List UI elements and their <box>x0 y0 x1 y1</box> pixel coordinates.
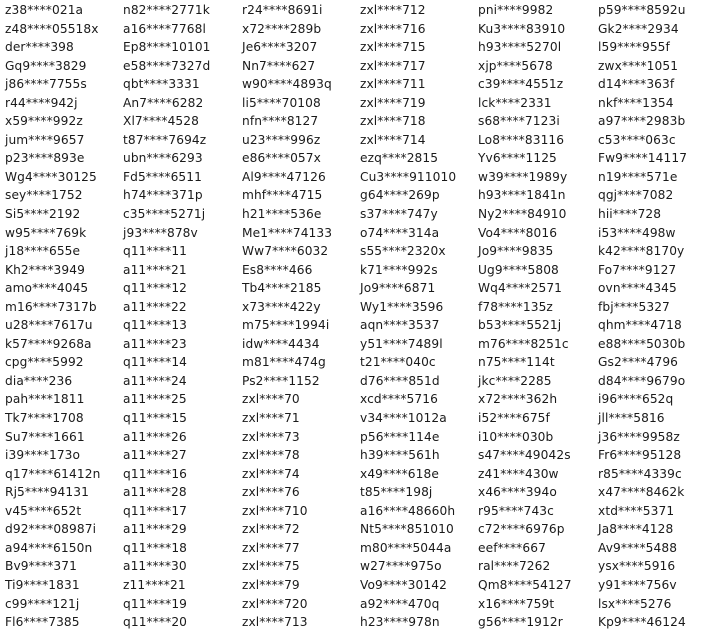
masked-account-entry: k57****9268a <box>5 336 92 351</box>
masked-account-entry: c53****063c <box>598 132 676 147</box>
masked-account-entry: jll****5816 <box>598 411 665 426</box>
masked-account-entry: zwx****1051 <box>598 58 679 73</box>
masked-account-entry: Ug9****5808 <box>478 262 559 277</box>
masked-account-entry: zxl****714 <box>360 132 426 147</box>
masked-account-entry: d84****9679o <box>598 373 686 388</box>
masked-account-entry: Jo9****9835 <box>478 244 554 259</box>
masked-account-entry: zxl****74 <box>242 466 300 481</box>
masked-account-entry: q11****15 <box>123 411 188 426</box>
masked-account-entry: Ku3****83910 <box>478 21 566 36</box>
masked-account-entry: zxl****75 <box>242 559 300 574</box>
masked-account-entry: z41****430w <box>478 466 559 481</box>
masked-account-entry: u23****996z <box>242 132 321 147</box>
masked-account-entry: Tb4****2185 <box>242 281 322 296</box>
masked-account-entry: dia****236 <box>5 373 73 388</box>
masked-account-entry: q11****18 <box>123 540 188 555</box>
masked-account-entry: Wg4****30125 <box>5 169 97 184</box>
masked-account-entry: Su7****1661 <box>5 429 85 444</box>
masked-account-entry: qbt****3331 <box>123 77 200 92</box>
masked-account-entry: d92****08987i <box>5 522 97 537</box>
masked-account-entry: Wy1****3596 <box>360 299 444 314</box>
masked-account-entry: z48****05518x <box>5 21 99 36</box>
masked-account-entry: m80****5044a <box>360 540 452 555</box>
masked-account-entry: p59****8592u <box>598 3 686 17</box>
masked-account-entry: a11****26 <box>123 429 187 444</box>
masked-account-entry: a16****48660h <box>360 503 456 518</box>
masked-account-entry: m81****474g <box>242 355 326 370</box>
masked-account-entry: w95****769k <box>5 225 87 240</box>
masked-account-entry: z11****21 <box>123 577 186 592</box>
masked-account-entry: c35****5271j <box>123 207 206 222</box>
masked-account-entry: i52****675f <box>478 411 550 426</box>
masked-account-entry: a92****470q <box>360 596 440 611</box>
masked-account-entry: a16****7768l <box>123 21 206 36</box>
masked-account-entry: n82****2771k <box>123 3 210 17</box>
masked-account-entry: nkf****1354 <box>598 95 674 110</box>
masked-account-entry: Gk2****2934 <box>598 21 679 36</box>
masked-account-entry: Fd5****6511 <box>123 169 202 184</box>
masked-account-entry: zxl****718 <box>360 114 426 129</box>
masked-account-entry: pni****9982 <box>478 3 554 17</box>
masked-account-entry: xtd****5371 <box>598 503 675 518</box>
masked-account-entry: a97****2983b <box>598 114 686 129</box>
masked-account-entry: i10****030b <box>478 429 554 444</box>
masked-account-entry: x16****759t <box>478 596 555 611</box>
masked-account-entry: zxl****711 <box>360 77 426 92</box>
masked-account-entry: zxl****713 <box>242 615 308 630</box>
masked-account-entry: a11****24 <box>123 373 187 388</box>
masked-account-entry: q11****16 <box>123 466 188 481</box>
masked-account-entry: Al9****47126 <box>242 169 326 184</box>
masked-account-entry: p23****893e <box>5 151 85 166</box>
masked-account-entry: t85****198j <box>360 485 433 500</box>
masked-account-entry: ubn****6293 <box>123 151 203 166</box>
masked-account-entry: a11****25 <box>123 392 187 407</box>
masked-account-entry: s37****747y <box>360 207 438 222</box>
masked-account-entry: Ps2****1152 <box>242 373 320 388</box>
masked-account-entry: amo****4045 <box>5 281 89 296</box>
masked-account-entry: t21****040c <box>360 355 436 370</box>
masked-account-entry: zxl****719 <box>360 95 426 110</box>
masked-account-entry: h93****5270l <box>478 40 562 55</box>
masked-account-entry: e88****5030b <box>598 336 686 351</box>
masked-account-entry: x46****394o <box>478 485 557 500</box>
masked-account-entry: Rj5****94131 <box>5 485 89 500</box>
masked-account-entry: Kp9****46124 <box>598 615 686 630</box>
masked-account-entry: f78****135z <box>478 299 553 314</box>
list-column <box>598 1 708 632</box>
masked-account-entry: der****398 <box>5 40 74 55</box>
masked-account-entry: zxl****78 <box>242 448 300 463</box>
masked-account-entry: xjp****5678 <box>478 58 553 73</box>
masked-account-entry: ezq****2815 <box>360 151 439 166</box>
masked-account-entry: pah****1811 <box>5 392 85 407</box>
masked-account-entry: a11****29 <box>123 522 187 537</box>
masked-account-entry: h23****978n <box>360 615 440 630</box>
masked-account-entry: w90****4893q <box>242 77 332 92</box>
list-column <box>123 1 242 632</box>
masked-account-entry: zxl****73 <box>242 429 300 444</box>
masked-account-entry: Nn7****627 <box>242 58 316 73</box>
masked-account-entry: ysx****5916 <box>598 559 676 574</box>
masked-account-entry: lsx****5276 <box>598 596 672 611</box>
masked-account-entry: An7****6282 <box>123 95 204 110</box>
masked-account-entry: d76****851d <box>360 373 440 388</box>
masked-account-entry: s55****2320x <box>360 244 446 259</box>
masked-account-entry: a11****21 <box>123 262 187 277</box>
masked-account-entry: i39****173o <box>5 448 81 463</box>
masked-account-entry: w27****975o <box>360 559 442 574</box>
masked-account-entry: Ep8****10101 <box>123 40 211 55</box>
masked-account-entry: x49****618e <box>360 466 439 481</box>
list-column <box>242 1 360 632</box>
masked-account-entry: Je6****3207 <box>242 40 318 55</box>
masked-account-entry: i96****652q <box>598 392 674 407</box>
masked-account-entry: Fw9****14117 <box>598 151 688 166</box>
masked-account-entry: Fl6****7385 <box>5 615 80 630</box>
masked-account-entry: g56****1912r <box>478 615 563 630</box>
masked-account-entry: a94****6150n <box>5 540 93 555</box>
masked-account-entry: Ny2****84910 <box>478 207 567 222</box>
masked-account-entry: m75****1994i <box>242 318 330 333</box>
masked-account-entry: fbj****5327 <box>598 299 670 314</box>
masked-account-entry: e58****7327d <box>123 58 211 73</box>
masked-account-entry: p56****114e <box>360 429 440 444</box>
masked-account-entry: zxl****715 <box>360 40 426 55</box>
masked-account-entry: v34****1012a <box>360 411 447 426</box>
masked-account-entry: w39****1989y <box>478 169 568 184</box>
masked-account-entry: Lo8****83116 <box>478 132 565 147</box>
masked-account-entry: i53****498w <box>598 225 676 240</box>
masked-account-entry: sey****1752 <box>5 188 83 203</box>
masked-account-entry: j18****655e <box>5 244 81 259</box>
masked-account-entry: qgj****7082 <box>598 188 674 203</box>
masked-account-entry: Gs2****4796 <box>598 355 679 370</box>
masked-account-entry: j36****9958z <box>598 429 680 444</box>
masked-account-entry: m76****8251c <box>478 336 569 351</box>
masked-account-entry: Gq9****3829 <box>5 58 87 73</box>
masked-account-entry: a11****27 <box>123 448 187 463</box>
masked-account-entry: qhm****4718 <box>598 318 682 333</box>
masked-account-entry: zxl****717 <box>360 58 426 73</box>
list-column <box>5 1 123 632</box>
masked-account-entry: hii****728 <box>598 207 662 222</box>
masked-account-entry: zxl****71 <box>242 411 300 426</box>
masked-account-entry: lck****2331 <box>478 95 552 110</box>
masked-account-entry: q11****17 <box>123 503 188 518</box>
masked-account-entry: u28****7617u <box>5 318 93 333</box>
list-column <box>478 1 598 632</box>
masked-account-entry: c72****6976p <box>478 522 565 537</box>
masked-account-entry: n75****114t <box>478 355 555 370</box>
masked-account-entry: h93****1841n <box>478 188 566 203</box>
masked-account-entry: b53****5521j <box>478 318 562 333</box>
masked-account-entry: Yv6****1125 <box>478 151 557 166</box>
masked-account-entry: r85****4339c <box>598 466 682 481</box>
masked-account-entry: Si5****2192 <box>5 207 81 222</box>
masked-account-entry: v45****652t <box>5 503 82 518</box>
masked-account-entry: k42****8170y <box>598 244 685 259</box>
masked-account-entry: zxl****77 <box>242 540 300 555</box>
masked-account-entry: e86****057x <box>242 151 321 166</box>
masked-account-entry: zxl****720 <box>242 596 308 611</box>
masked-account-entry: Nt5****851010 <box>360 522 454 537</box>
masked-account-entry: x72****362h <box>478 392 558 407</box>
masked-account-entry: Fr6****95128 <box>598 448 682 463</box>
masked-account-entry: xcd****5716 <box>360 392 438 407</box>
masked-account-entry: y91****756v <box>598 577 677 592</box>
masked-account-entry: zxl****72 <box>242 522 300 537</box>
masked-account-entry: q11****11 <box>123 244 188 259</box>
masked-account-entry: q11****19 <box>123 596 188 611</box>
masked-account-entry: h39****561h <box>360 448 440 463</box>
masked-account-entry: y51****7489l <box>360 336 443 351</box>
masked-account-list <box>5 1 708 632</box>
masked-account-entry: Ww7****6032 <box>242 244 329 259</box>
list-column <box>360 1 478 632</box>
masked-account-entry: a11****28 <box>123 485 187 500</box>
masked-account-entry: h74****371p <box>123 188 203 203</box>
masked-account-entry: x47****8462k <box>598 485 685 500</box>
masked-account-entry: Bv9****371 <box>5 559 77 574</box>
masked-account-entry: idw****4434 <box>242 336 320 351</box>
masked-account-entry: s47****49042s <box>478 448 571 463</box>
masked-account-entry: o74****314a <box>360 225 440 240</box>
masked-account-entry: d14****363f <box>598 77 675 92</box>
masked-account-entry: zxl****79 <box>242 577 300 592</box>
masked-account-entry: jum****9657 <box>5 132 85 147</box>
masked-account-entry: Jo9****6871 <box>360 281 436 296</box>
masked-account-entry: j93****878v <box>123 225 198 240</box>
masked-account-entry: zxl****70 <box>242 392 300 407</box>
masked-account-entry: eef****667 <box>478 540 546 555</box>
masked-account-entry: Av9****5488 <box>598 540 678 555</box>
masked-account-entry: q11****20 <box>123 615 188 630</box>
masked-account-entry: Kh2****3949 <box>5 262 85 277</box>
masked-account-entry: r95****743c <box>478 503 554 518</box>
masked-account-entry: j86****7755s <box>5 77 87 92</box>
masked-account-entry: q11****12 <box>123 281 188 296</box>
masked-account-entry: x72****289b <box>242 21 322 36</box>
masked-account-entry: zxl****712 <box>360 3 426 17</box>
masked-account-entry: Ti9****1831 <box>5 577 80 592</box>
masked-account-entry: n19****571e <box>598 169 678 184</box>
masked-account-entry: a11****22 <box>123 299 187 314</box>
masked-account-entry: a11****30 <box>123 559 187 574</box>
masked-account-entry: g64****269p <box>360 188 440 203</box>
masked-account-entry: r24****8691i <box>242 3 323 17</box>
masked-account-entry: Me1****74133 <box>242 225 333 240</box>
masked-account-entry: c39****4551z <box>478 77 564 92</box>
masked-account-entry: Vo9****30142 <box>360 577 447 592</box>
masked-account-entry: mhf****4715 <box>242 188 323 203</box>
masked-account-entry: q11****14 <box>123 355 188 370</box>
masked-account-entry: x73****422y <box>242 299 321 314</box>
masked-account-entry: zxl****716 <box>360 21 426 36</box>
masked-account-entry: Ja8****4128 <box>598 522 674 537</box>
masked-account-entry: l59****955f <box>598 40 670 55</box>
masked-account-entry: nfn****8127 <box>242 114 319 129</box>
masked-account-entry: zxl****76 <box>242 485 300 500</box>
masked-account-entry: aqn****3537 <box>360 318 440 333</box>
masked-account-entry: m16****7317b <box>5 299 97 314</box>
masked-account-entry: r44****942j <box>5 95 78 110</box>
masked-account-entry: zxl****710 <box>242 503 308 518</box>
masked-account-entry: Cu3****911010 <box>360 169 457 184</box>
masked-account-entry: Wq4****2571 <box>478 281 563 296</box>
masked-account-entry: t87****7694z <box>123 132 207 147</box>
masked-account-entry: z38****021a <box>5 3 84 17</box>
masked-account-entry: Fo7****9127 <box>598 262 677 277</box>
masked-account-entry: x59****992z <box>5 114 83 129</box>
masked-account-entry: q17****61412n <box>5 466 101 481</box>
masked-account-entry: s68****7123i <box>478 114 560 129</box>
masked-account-entry: cpg****5992 <box>5 355 84 370</box>
masked-account-entry: q11****13 <box>123 318 188 333</box>
masked-account-entry: ovn****4345 <box>598 281 677 296</box>
masked-account-entry: k71****992s <box>360 262 438 277</box>
masked-account-entry: a11****23 <box>123 336 187 351</box>
masked-account-entry: Xl7****4528 <box>123 114 199 129</box>
masked-account-entry: Tk7****1708 <box>5 411 84 426</box>
masked-account-entry: Qm8****54127 <box>478 577 572 592</box>
masked-account-entry: li5****70108 <box>242 95 321 110</box>
masked-account-entry: ral****7262 <box>478 559 551 574</box>
masked-account-entry: Es8****466 <box>242 262 313 277</box>
masked-account-entry: jkc****2285 <box>478 373 552 388</box>
masked-account-entry: c99****121j <box>5 596 80 611</box>
masked-account-entry: h21****536e <box>242 207 322 222</box>
masked-account-entry: Vo4****8016 <box>478 225 558 240</box>
